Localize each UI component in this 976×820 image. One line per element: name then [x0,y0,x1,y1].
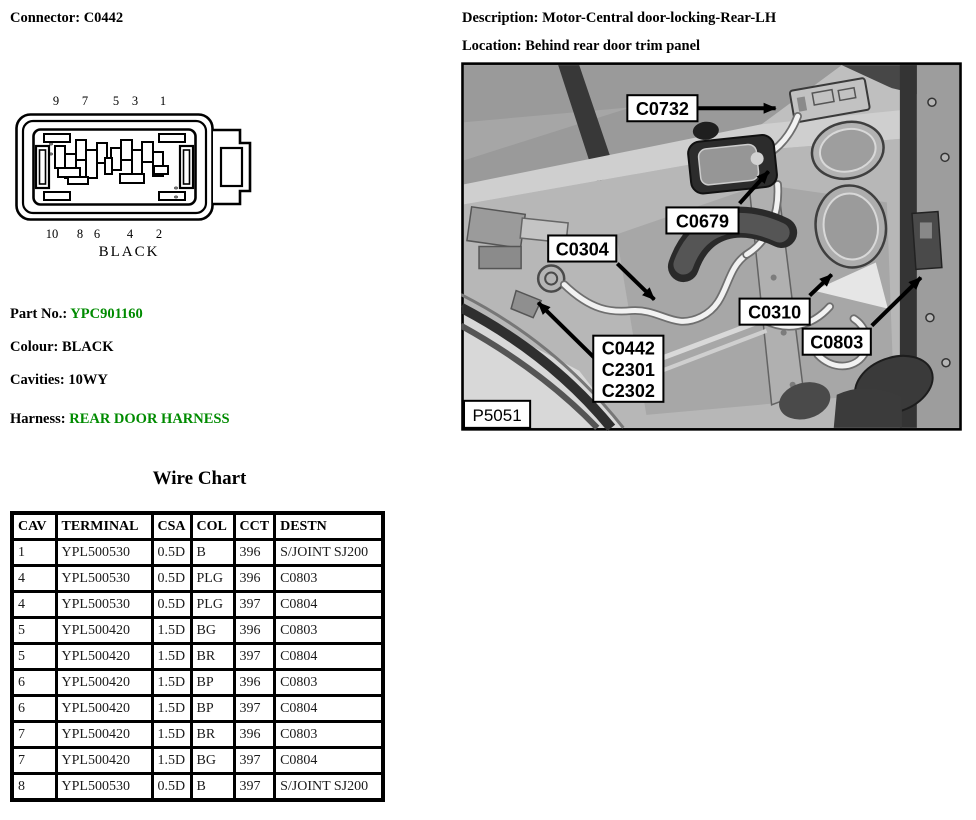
wire-chart-title: Wire Chart [152,468,247,489]
cavities-label: Cavities: [10,372,65,388]
table-row [12,696,383,722]
wire-chart-table [10,511,385,802]
cavities-value: 10WY [68,372,108,388]
connector-colour-label: BLACK [98,244,160,260]
col-header-terminal: TERMINAL [56,513,152,540]
connector-title: Connector: C0442 [10,10,124,26]
cell-csa: 0.5D [152,540,191,566]
col-header-csa: CSA [152,513,191,540]
part-no-line [10,306,143,323]
cell-col: BG [191,618,234,644]
pin-number: 2 [155,227,163,241]
cell-col: BR [191,722,234,748]
callout-c0803: C0803 [810,332,864,353]
door-location-illustration [461,62,962,431]
cell-cav: 5 [12,618,56,644]
pin-number: 6 [93,227,101,241]
col-header-cct: CCT [234,513,275,540]
part-no-value: YPC901160 [70,306,143,322]
cell-col: BG [191,748,234,774]
colour-value: BLACK [61,339,114,355]
callout-c0310: C0310 [748,302,802,323]
cell-csa: 1.5D [152,670,191,696]
cell-cav: 5 [12,644,56,670]
cell-cct: 396 [234,618,275,644]
table-header-row [12,513,383,540]
cell-destn: C0803 [275,670,383,696]
cell-csa: 1.5D [152,722,191,748]
cell-terminal: YPL500420 [56,722,152,748]
cell-cct: 397 [234,774,275,801]
cavities-line [10,372,108,389]
cell-destn: C0803 [275,722,383,748]
cell-terminal: YPL500420 [56,618,152,644]
callout-c2302: C2302 [601,380,655,401]
cell-terminal: YPL500420 [56,670,152,696]
cell-terminal: YPL500530 [56,566,152,592]
colour-label: Colour: [10,339,59,355]
cell-terminal: YPL500530 [56,592,152,618]
cell-destn: C0804 [275,748,383,774]
cell-csa: 0.5D [152,774,191,801]
col-header-col: COL [191,513,234,540]
col-header-cav: CAV [12,513,56,540]
cell-cct: 397 [234,748,275,774]
cell-col: B [191,540,234,566]
cell-cct: 396 [234,540,275,566]
cell-cct: 397 [234,592,275,618]
cell-cav: 4 [12,566,56,592]
col-header-destn: DESTN [275,513,383,540]
cell-col: BP [191,670,234,696]
cell-col: PLG [191,592,234,618]
table-row [12,592,383,618]
cell-col: PLG [191,566,234,592]
table-row [12,566,383,592]
cell-col: BR [191,644,234,670]
cell-cct: 396 [234,722,275,748]
svg-text:*: * [48,151,54,162]
colour-line [10,339,114,356]
cell-terminal: YPL500530 [56,540,152,566]
cell-cct: 397 [234,644,275,670]
part-no-label: Part No.: [10,306,68,322]
cell-csa: 1.5D [152,644,191,670]
cell-cav: 7 [12,748,56,774]
svg-text:*: * [173,185,179,196]
cell-cav: 7 [12,722,56,748]
svg-text:*: * [48,141,54,152]
table-row [12,540,383,566]
door-structure-art [461,65,959,428]
pin-number: 9 [52,94,60,108]
table-row [12,774,383,801]
cell-terminal: YPL500420 [56,644,152,670]
cell-cav: 1 [12,540,56,566]
pin-number: 7 [81,94,89,108]
table-row [12,618,383,644]
cell-cav: 6 [12,696,56,722]
table-row [12,748,383,774]
cell-destn: S/JOINT SJ200 [275,774,383,801]
cell-csa: 0.5D [152,592,191,618]
harness-line [10,411,230,428]
description-line: Description: Motor-Central door-locking-Rear-LH [462,10,777,26]
connector-top-pin-numbers [53,94,166,108]
cell-cct: 397 [234,696,275,722]
cell-destn: C0804 [275,592,383,618]
table-row [12,722,383,748]
connector-pinout-diagram [8,88,268,268]
location-line: Location: Behind rear door trim panel [462,38,701,54]
pin-number: 8 [76,227,84,241]
harness-label: Harness: [10,411,66,427]
connector-bottom-pin-numbers [46,227,162,241]
cell-destn: C0803 [275,566,383,592]
cell-col: BP [191,696,234,722]
callout-c2301: C2301 [601,359,655,380]
cell-cct: 396 [234,566,275,592]
cell-terminal: YPL500420 [56,696,152,722]
pin-number: 4 [126,227,134,241]
cell-cct: 396 [234,670,275,696]
cell-csa: 1.5D [152,696,191,722]
pin-number: 5 [112,94,120,108]
cell-csa: 1.5D [152,748,191,774]
harness-value: REAR DOOR HARNESS [69,411,230,427]
svg-text:*: * [173,194,179,205]
figure-id-label: P5051 [472,405,522,425]
callout-c0732: C0732 [635,99,689,120]
callout-c0442: C0442 [601,338,655,359]
callout-c0304: C0304 [555,239,609,260]
cell-terminal: YPL500530 [56,774,152,801]
callout-c0679: C0679 [675,211,730,232]
pin-number: 3 [131,94,139,108]
cell-destn: C0804 [275,644,383,670]
table-row [12,644,383,670]
cell-col: B [191,774,234,801]
cell-terminal: YPL500420 [56,748,152,774]
cell-cav: 4 [12,592,56,618]
pin-number: 1 [159,94,167,108]
table-row [12,670,383,696]
cell-cav: 8 [12,774,56,801]
cell-csa: 1.5D [152,618,191,644]
cell-destn: S/JOINT SJ200 [275,540,383,566]
cell-csa: 0.5D [152,566,191,592]
pin-number: 10 [45,227,59,241]
cell-destn: C0803 [275,618,383,644]
cell-cav: 6 [12,670,56,696]
cell-destn: C0804 [275,696,383,722]
